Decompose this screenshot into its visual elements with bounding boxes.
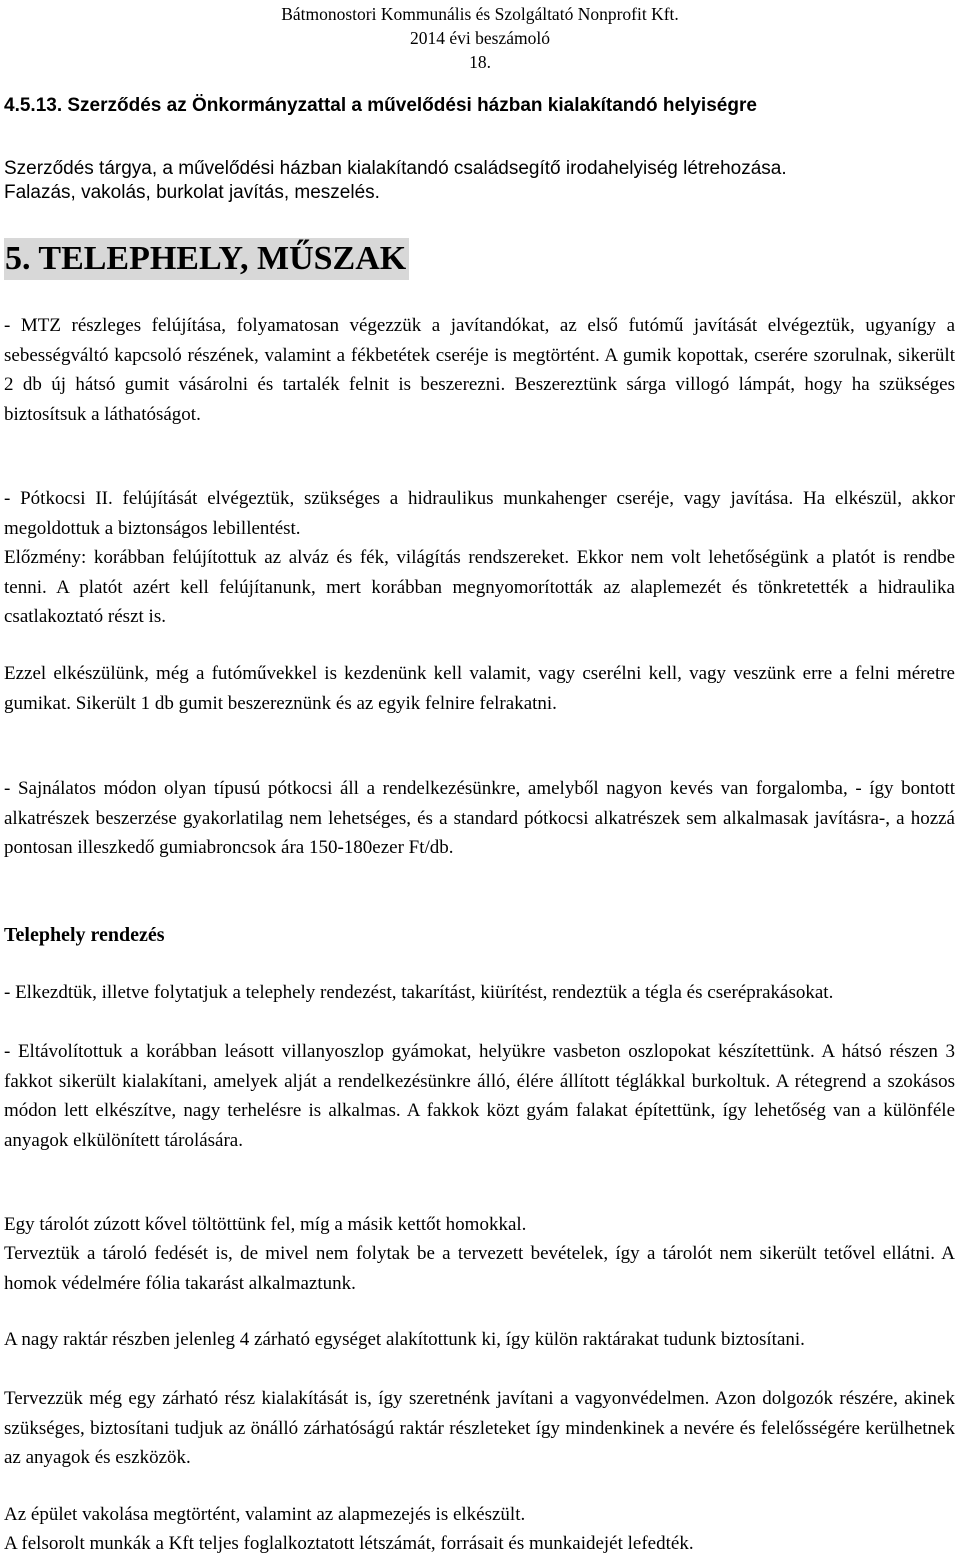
- paragraph-ezzel: Ezzel elkészülünk, még a futóművekkel is kezdenünk kell valamit, vagy cserélni kell, vagy veszünk erre a felni méretre gumikat. Sikerült 1 db gumit beszereznünk és az egyik felnire felrakatni.: [4, 663, 955, 714]
- subheading-telephely-rendezes: Telephely rendezés: [4, 924, 165, 946]
- page-number: 18.: [469, 52, 491, 72]
- paragraph-epulet: Az épület vakolása megtörtént, valamint az alapmezejés is elkészült.: [4, 1504, 526, 1525]
- paragraph-felsorolt: A felsorolt munkák a Kft teljes foglalkoztatott létszámát, forrásait és munkaidejét lefedték.: [4, 1533, 694, 1554]
- section-title: 4.5.13. Szerződés az Önkormányzattal a művelődési házban kialakítandó helyiségre: [4, 95, 757, 116]
- paragraph-potkocsi: - Pótkocsi II. felújítását elvégeztük, szükséges a hidraulikus munkahenger cseréje, vagy javítása. Ha elkészül, akkor megoldottuk a biztonságos lebillentést.: [4, 488, 955, 539]
- paragraph-eltavolitottuk: - Eltávolítottuk a korábban leásott villanyoszlop gyámokat, helyükre vasbeton oszlopokat készítettünk. A hátsó részen 3 fakkot sikerült kialakítani, amelyek alját a rendelkezésünkre álló, élére állított téglákkal burkoltuk. A rétegrend a szokásos módon lett elkészítve, nagy terhelésre is alkalmas. A fakkok közt gyám falakat építettünk, így lehetőség van a különféle anyagok elkülönített tárolására.: [4, 1041, 955, 1151]
- paragraph-raktar-2: Tervezzük még egy zárható rész kialakítását is, így szeretnénk javítani a vagyonvédelmen. Azon dolgozók részére, akinek szükséges, biztosítani tudjuk az önálló zárhatóságú raktár részleteket így mindenkinek a nevére és felelősségére kerülhetnek az anyagok és eszközök.: [4, 1388, 955, 1468]
- paragraph-tarolo-1: Egy tárolót zúzott kővel töltöttünk fel, míg a másik kettőt homokkal.: [4, 1214, 527, 1235]
- paragraph-elozmeny: Előzmény: korábban felújítottuk az alváz és fék, világítás rendszereket. Ekkor nem volt lehetőségünk a platót is rendbe tenni. A platót azért kell felújítanunk, mert korábban megnyomorították az alaplemezét és tönkretették a hidraulika csatlakoztató részt is.: [4, 547, 955, 627]
- paragraph-sajnalatos: - Sajnálatos módon olyan típusú pótkocsi áll a rendelkezésünkre, amelyből nagyon kevés van forgalomba, - így bontott alkatrészek beszerzése gyakorlatilag nem lehetséges, és a standard pótkocsi alkatrészek sem alkalmasak javításra-, a hozzá pontosan illeszkedő gumiabroncsok ára 150-180ezer Ft/db.: [4, 778, 955, 858]
- section-subject: [4, 157, 954, 205]
- paragraph-raktar-1: A nagy raktár részben jelenleg 4 zárható egységet alakítottunk ki, így külön raktárakat tudunk biztosítani.: [4, 1329, 805, 1350]
- header-company: Bátmonostori Kommunális és Szolgáltató Nonprofit Kft.: [281, 4, 679, 24]
- subject-line: Szerződés tárgya, a művelődési házban kialakítandó családsegítő irodahelyiség létrehozása.: [4, 158, 787, 179]
- paragraph-elkezdtuk: - Elkezdtük, illetve folytatjuk a telephely rendezést, takarítást, kiürítést, rendeztük a tégla és cseréprakásokat.: [4, 982, 834, 1003]
- paragraph-tarolo-2: Terveztük a tároló fedését is, de mivel nem folytak be a tervezett bevételek, így a tárolót nem sikerült tetővel ellátni. A homok védelmére fólia takarást alkalmaztunk.: [4, 1243, 955, 1294]
- chapter-title: 5. TELEPHELY, MŰSZAK: [4, 238, 409, 280]
- header-report-title: 2014 évi beszámoló: [410, 28, 550, 48]
- paragraph-mtz: - MTZ részleges felújítása, folyamatosan végezzük a javítandókat, az első futómű javítását elvégeztük, ugyanígy a sebességváltó kapcsoló részének, valamint a fékbetétek cseréje is megtörtént. A gumik kopottak, cserére szorulnak, sikerült 2 db új hátsó gumit vásárolni és tartalék felnit is beszerezni. Beszereztünk sárga villogó lámpát, hogy ha szükséges biztosítsuk a láthatóságot.: [4, 315, 955, 425]
- subject-line: Falazás, vakolás, burkolat javítás, meszelés.: [4, 182, 380, 203]
